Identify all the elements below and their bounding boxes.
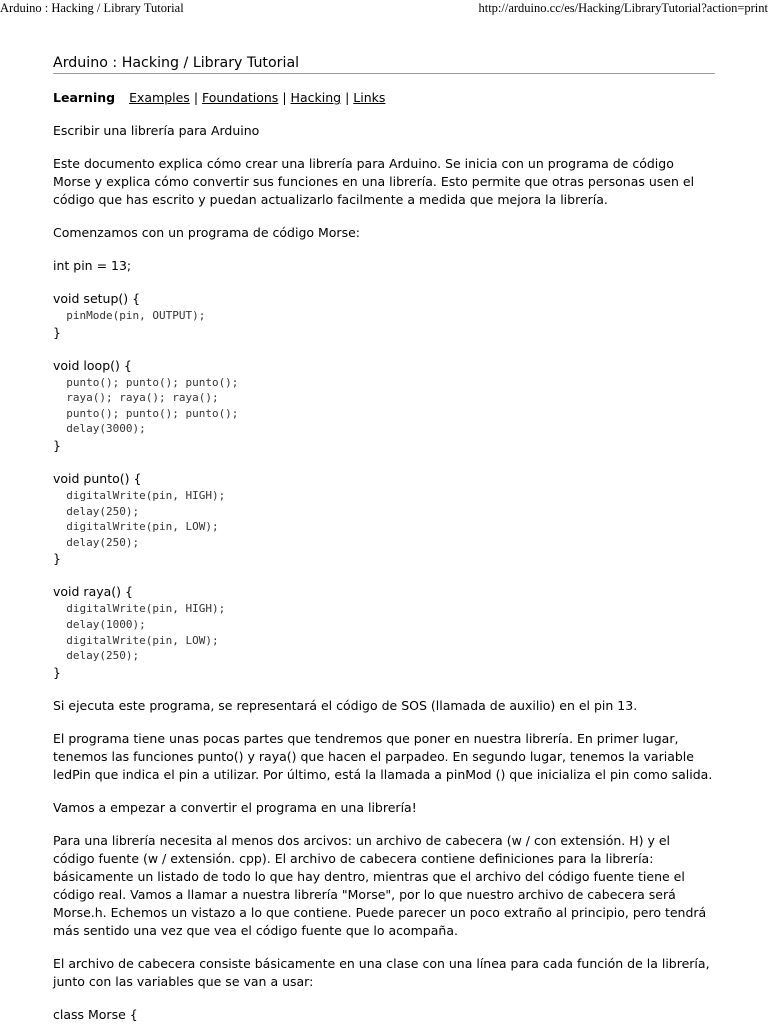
nav-link-links[interactable]: Links <box>353 90 386 105</box>
code-punto-function <box>53 470 715 568</box>
code-loop-function <box>53 357 715 455</box>
code-function-body: pinMode(pin, OUTPUT); <box>53 309 206 322</box>
print-header-url: http://arduino.cc/es/Hacking/LibraryTutorial?action=print <box>478 1 768 15</box>
nav-separator: | <box>193 90 199 105</box>
intro-paragraph: Comenzamos con un programa de código Morse: <box>53 225 360 240</box>
code-closing-brace: } <box>53 437 61 453</box>
body-paragraph: Vamos a empezar a convertir el programa en una librería! <box>53 799 417 815</box>
nav-separator: | <box>345 90 350 105</box>
nav-link-hacking[interactable]: Hacking <box>290 90 342 105</box>
nav-link-foundations[interactable]: Foundations <box>202 90 279 105</box>
code-function-body: digitalWrite(pin, HIGH); delay(250); digitalWrite(pin, LOW); delay(250); <box>66 488 226 549</box>
code-function-body: punto(); punto(); punto(); raya(); raya(); raya(); punto(); punto(); punto(); delay(3000); <box>66 375 239 436</box>
code-closing-brace: } <box>53 664 61 680</box>
code-closing-brace: } <box>53 551 61 567</box>
code-function-signature: void punto() { <box>53 470 142 486</box>
nav-link-examples[interactable]: Examples <box>129 90 190 105</box>
code-function-signature: void setup() { <box>53 291 141 306</box>
learning-nav <box>53 89 715 107</box>
code-pin-declaration: int pin = 13; <box>53 258 132 273</box>
page-title: Arduino : Hacking / Library Tutorial <box>53 54 715 74</box>
page-content <box>53 54 715 1024</box>
code-function-signature: void raya() { <box>53 584 133 600</box>
print-header-title: Arduino : Hacking / Library Tutorial <box>0 1 184 15</box>
body-paragraph: Si ejecuta este programa, se representará el código de SOS (llamada de auxilio) en el pin 13. <box>53 697 638 713</box>
section-heading: Escribir una librería para Arduino <box>53 123 260 138</box>
print-header <box>0 0 768 16</box>
body-paragraph: El archivo de cabecera consiste básicamente en una clase con una línea para cada función de la librería, junto con las variables que se van a usar: <box>53 955 714 989</box>
nav-separator: | <box>282 90 287 105</box>
code-closing-brace: } <box>53 324 61 340</box>
code-function-body: digitalWrite(pin, HIGH); delay(1000); digitalWrite(pin, LOW); delay(250); <box>66 602 226 663</box>
intro-paragraph: Este documento explica cómo crear una librería para Arduino. Se inicia con un programa de código Morse y explica cómo convertir sus funciones en una librería. Esto permite que otras personas usen el código que has escrito y puedan actualizarlo facilmente a medida que mejora la librería. <box>53 156 699 207</box>
code-class-declaration: class Morse { <box>53 1006 138 1022</box>
code-function-signature: void loop() { <box>53 357 132 373</box>
nav-label: Learning <box>53 90 116 105</box>
body-paragraph: El programa tiene unas pocas partes que tendremos que poner en nuestra librería. En primer lugar, tenemos las funciones punto() y raya() que hacen el parpadeo. En segundo lugar, tenemos la variable ledPin que indica el pin a utilizar. Por último, está la llamada a pinMod () que inicializa el pin como salida. <box>53 730 713 782</box>
code-raya-function <box>53 583 715 681</box>
code-setup-function <box>53 290 715 342</box>
body-paragraph: Para una librería necesita al menos dos arcivos: un archivo de cabecera (w / con extensión. H) y el código fuente (w / extensión. cpp). El archivo de cabecera contiene definiciones para la librería: básicamente un listado de todo lo que hay dentro, mientras que el archivo del código fuente tiene el código real. Vamos a llamar a nuestra librería "Morse", por lo que nuestro archivo de cabecera será Morse.h. Echemos un vistazo a lo que contiene. Puede parecer un poco extraño al principio, pero tendrá más sentido una vez que vea el código fuente que lo acompaña. <box>53 832 711 938</box>
